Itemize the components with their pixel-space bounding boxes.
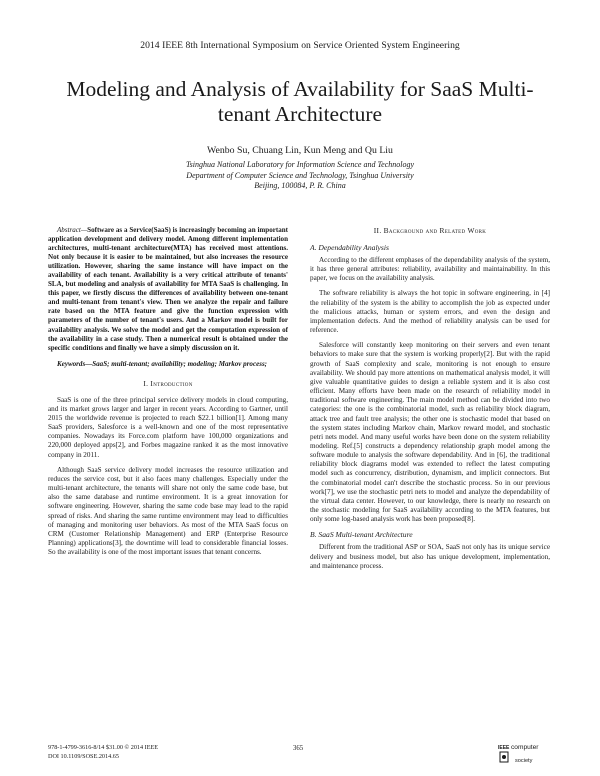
right-column [310,226,550,577]
body-paragraph: According to the different emphases of the dependability analysis of the system, it has three general attributes: reliability, availability and maintainability. In this paper, we focus on the availability analysis. [310,256,550,283]
conference-header: 2014 IEEE 8th International Symposium on Service Oriented System Engineering [140,40,460,51]
affiliation-line: Beijing, 100084, P. R. China [254,181,346,190]
body-paragraph: Salesforce will constantly keep monitoring on their servers and even tenant behaviors to make sure that the system is working properly[2]. But with the rapid growth of SaaS complexity and scale, monitoring is not enough to ensure availability. We should pay more attentions on mathematical analysis model, it will give valuable quantitative guides to design a reliable system and it is also cost efficient. Many efforts have been made on the research of reliability model in traditional software engineering. The main model method can be divided into two categories: the one is the combinatorial model, such as reliability block diagram, attack tree and fault tree analysis; the other one is stochastic model that based on the system states including Markov chain, Markov reward model, and stochastic petri nets model. And many useful works have been done on the system reliability modeling. Ref.[5] constructs a dependency relationship graph model among the software module to analysis the software dependability. And in [6], the traditional reliability block diagrams model was extended to reflect the latest computing model such as concurrency, distribution, dynamism, and implicit connectors. But the combinatorial model can't describe the stochastic process. So in our previous work[7], we use the stochastic petri nets to model and analyze the dependability of the virtual data center. However, to our knowledge, there is nearly no research on the stochastic modeling for SaaS availability according to the MTA features, but only some log-based analysis work has been proposed[8]. [310,341,550,524]
footer-isbn: 978-1-4799-3616-8/14 $31.00 © 2014 IEEE [48,744,159,751]
left-column [48,226,288,563]
logo-org-text: IEEE [498,745,510,751]
subsection-heading-dependability: A. Dependability Analysis [310,243,389,252]
abstract-text: Software as a Service(SaaS) is increasingly becoming an important application development and delivery model. Among different implementation architectures, multi-tenant architecture(MTA) has received most attentions. Not only because it is easier to be maintained, but also increases the resource utilization. However, sharing the same instance will have impact on the availability of each tenant. Availability is a very critical attribute of tenants' SLA, but modeling and analysis of availability for MTA SaaS is challenging. In this paper, we firstly discuss the differences of availability between one-tenant and multi-tenant from tenant's view. Then we analyze the repair and failure rate based on the MTA feature and give the function expression with parameters of the number of tenant's users. And a Markov model is built for availability analysis. We solve the model and get the computation expression of the availability in a case study. Then a numerical result is obtained under the specific conditions and finally we have a simply discussion on it. [48,226,288,352]
logo-text-line: society [515,758,533,764]
body-paragraph: The software reliability is always the hot topic in software engineering, in [4] the reliability of the system is the ability to accomplish the job as expected under the malicious attacks, human or system errors, and even the design and implementation defects. And the method of reliability analysis can be used for reference. [310,289,550,335]
body-paragraph: Different from the traditional ASP or SOA, SaaS not only has its unique service delivery and business model, but also has unique development, implementation, and maintenance process. [310,543,550,570]
page-number: 365 [293,745,304,752]
logo-text-line: computer [511,744,539,751]
section-heading-introduction: I. Introduction [143,378,193,388]
footer-copyright [48,744,158,761]
affiliation-line: Tsinghua National Laboratory for Information Science and Technology [185,160,415,169]
keywords: Keywords—SaaS; multi-tenant; availability; modeling; Markov process; [57,359,268,368]
body-paragraph: SaaS is one of the three principal service delivery models in cloud computing, and its market grows larger and larger in recent years. According to Gartner, until 2015 the worldwide revenue is projected to reach $22.1 billion[1]. Among many SaaS providers, Salesforce is a well-known and one of the most representative companies. Nowadays its Force.com platform have 100,000 organizations and 220,000 deployed apps[2], and Forbes magazine ranked it as the most innovative company in 2011. [48,395,288,459]
computer-society-logo [498,744,544,766]
body-paragraph: Although SaaS service delivery model increases the resource utilization and reduces the service cost, but it also faces many challenges. Especially under the multi-tenant architecture, the tenants will share not only the same code base, but also the same database and runtime environment. It is a great innovation for software engineering. However, sharing the same code base may lead to the rapid spread of risks. And sharing the same runtime environment may lead to difficulties of managing and monitoring user behaviors. As most of the MTA SaaS focus on CRM (Customer Relationship Management) and ERP (Enterprise Resource Planning) applications[3], the downtime will lead to considerable financial losses. So the availability is one of the most important issues that tenant concerns. [48,465,288,557]
section-heading-background: II. Background and Related Work [373,226,487,235]
abstract-lead: Abstract— [57,226,88,234]
subsection-heading-multitenant: B. SaaS Multi-tenant Architecture [310,530,413,540]
affiliation-block [0,160,600,192]
footer-doi: DOI 10.1109/SOSE.2014.65 [48,752,119,760]
abstract [48,226,288,353]
paper-authors: Wenbo Su, Chuang Lin, Kun Meng and Qu Liu [207,145,393,156]
paper-title: Modeling and Analysis of Availability for SaaS Multi-tenant Architecture [66,77,534,126]
computer-society-icon [499,751,509,763]
affiliation-line: Department of Computer Science and Technology, Tsinghua University [186,170,414,180]
